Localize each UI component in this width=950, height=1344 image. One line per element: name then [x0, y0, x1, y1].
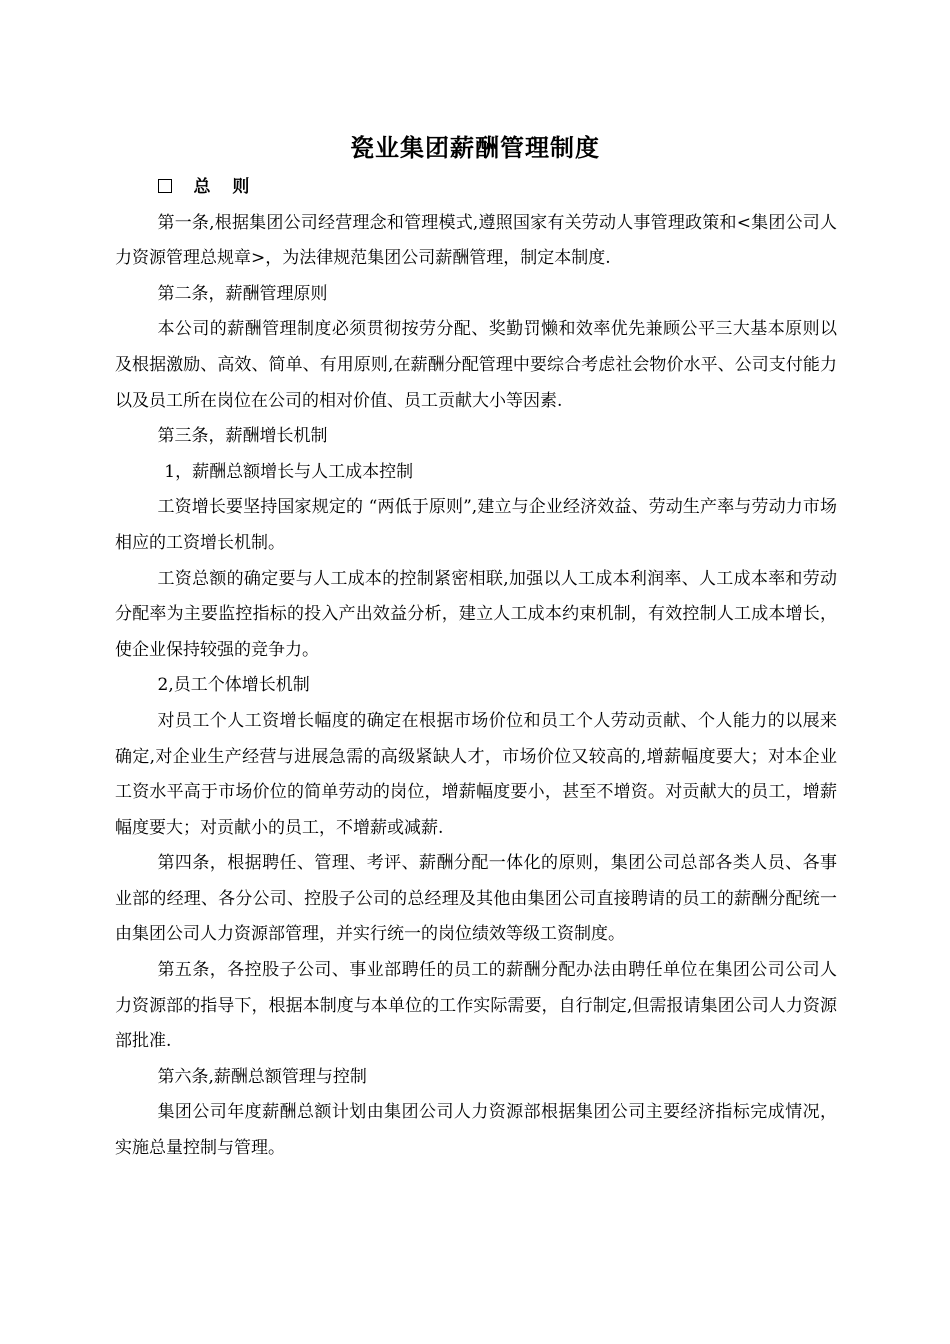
document-body [115, 170, 837, 1167]
article-4: 第四条，根据聘任、管理、考评、薪酬分配一体化的原则，集团公司总部各类人员、各事业部的经理、各分公司、控股子公司的总经理及其他由集团公司直接聘请的员工的薪酬分配统一由集团公司人力资源部管理，并实行统一的岗位绩效等级工资制度。 [115, 853, 837, 945]
article-2-title: 第二条，薪酬管理原则 [157, 283, 328, 304]
article-3-paragraph-2: 工资总额的确定要与人工成本的控制紧密相联,加强以人工成本利润率、人工成本率和劳动分配率为主要监控指标的投入产出效益分析，建立人工成本约束机制，有效控制人工成本增长，使企业保持较强的竞争力。 [115, 568, 837, 660]
article-6-body: 集团公司年度薪酬总额计划由集团公司人力资源部根据集团公司主要经济指标完成情况，实施总量控制与管理。 [115, 1102, 837, 1159]
article-3-subheading-1: 1，薪酬总额增长与人工成本控制 [164, 461, 414, 482]
checkbox-square-icon [158, 179, 172, 193]
article-6-title: 第六条,薪酬总额管理与控制 [157, 1066, 367, 1087]
article-1: 第一条,根据集团公司经营理念和管理模式,遵照国家有关劳动人事管理政策和<集团公司人力资源管理总规章>，为法律规范集团公司薪酬管理，制定本制度. [115, 212, 837, 269]
article-3-paragraph-3: 对员工个人工资增长幅度的确定在根据市场价位和员工个人劳动贡献、个人能力的以展来确定,对企业生产经营与进展急需的高级紧缺人才，市场价位又较高的,增薪幅度要大；对本企业工资水平高于市场价位的简单劳动的岗位，增薪幅度要小，甚至不增资。对贡献大的员工，增薪幅度要大；对贡献小的员工，不增薪或减薪. [115, 710, 837, 838]
article-2-body: 本公司的薪酬管理制度必须贯彻按劳分配、奖勤罚懒和效率优先兼顾公平三大基本原则以及根据激励、高效、简单、有用原则,在薪酬分配管理中要综合考虑社会物价水平、公司支付能力以及员工所在岗位在公司的相对价值、员工贡献大小等因素. [115, 319, 837, 411]
article-3-title: 第三条，薪酬增长机制 [157, 426, 328, 447]
article-5: 第五条，各控股子公司、事业部聘任的员工的薪酬分配办法由聘任单位在集团公司公司人力资源部的指导下，根据本制度与本单位的工作实际需要，自行制定,但需报请集团公司人力资源部批准. [115, 960, 837, 1052]
article-3-paragraph-1: 工资增长要坚持国家规定的 “两低于原则”,建立与企业经济效益、劳动生产率与劳动力市场相应的工资增长机制。 [115, 497, 837, 553]
document-title: 瓷业集团薪酬管理制度 [350, 134, 600, 162]
article-3-subheading-2: 2,员工个体增长机制 [157, 675, 310, 696]
section-heading-label: 总 则 [193, 177, 258, 197]
section-heading [115, 170, 837, 206]
